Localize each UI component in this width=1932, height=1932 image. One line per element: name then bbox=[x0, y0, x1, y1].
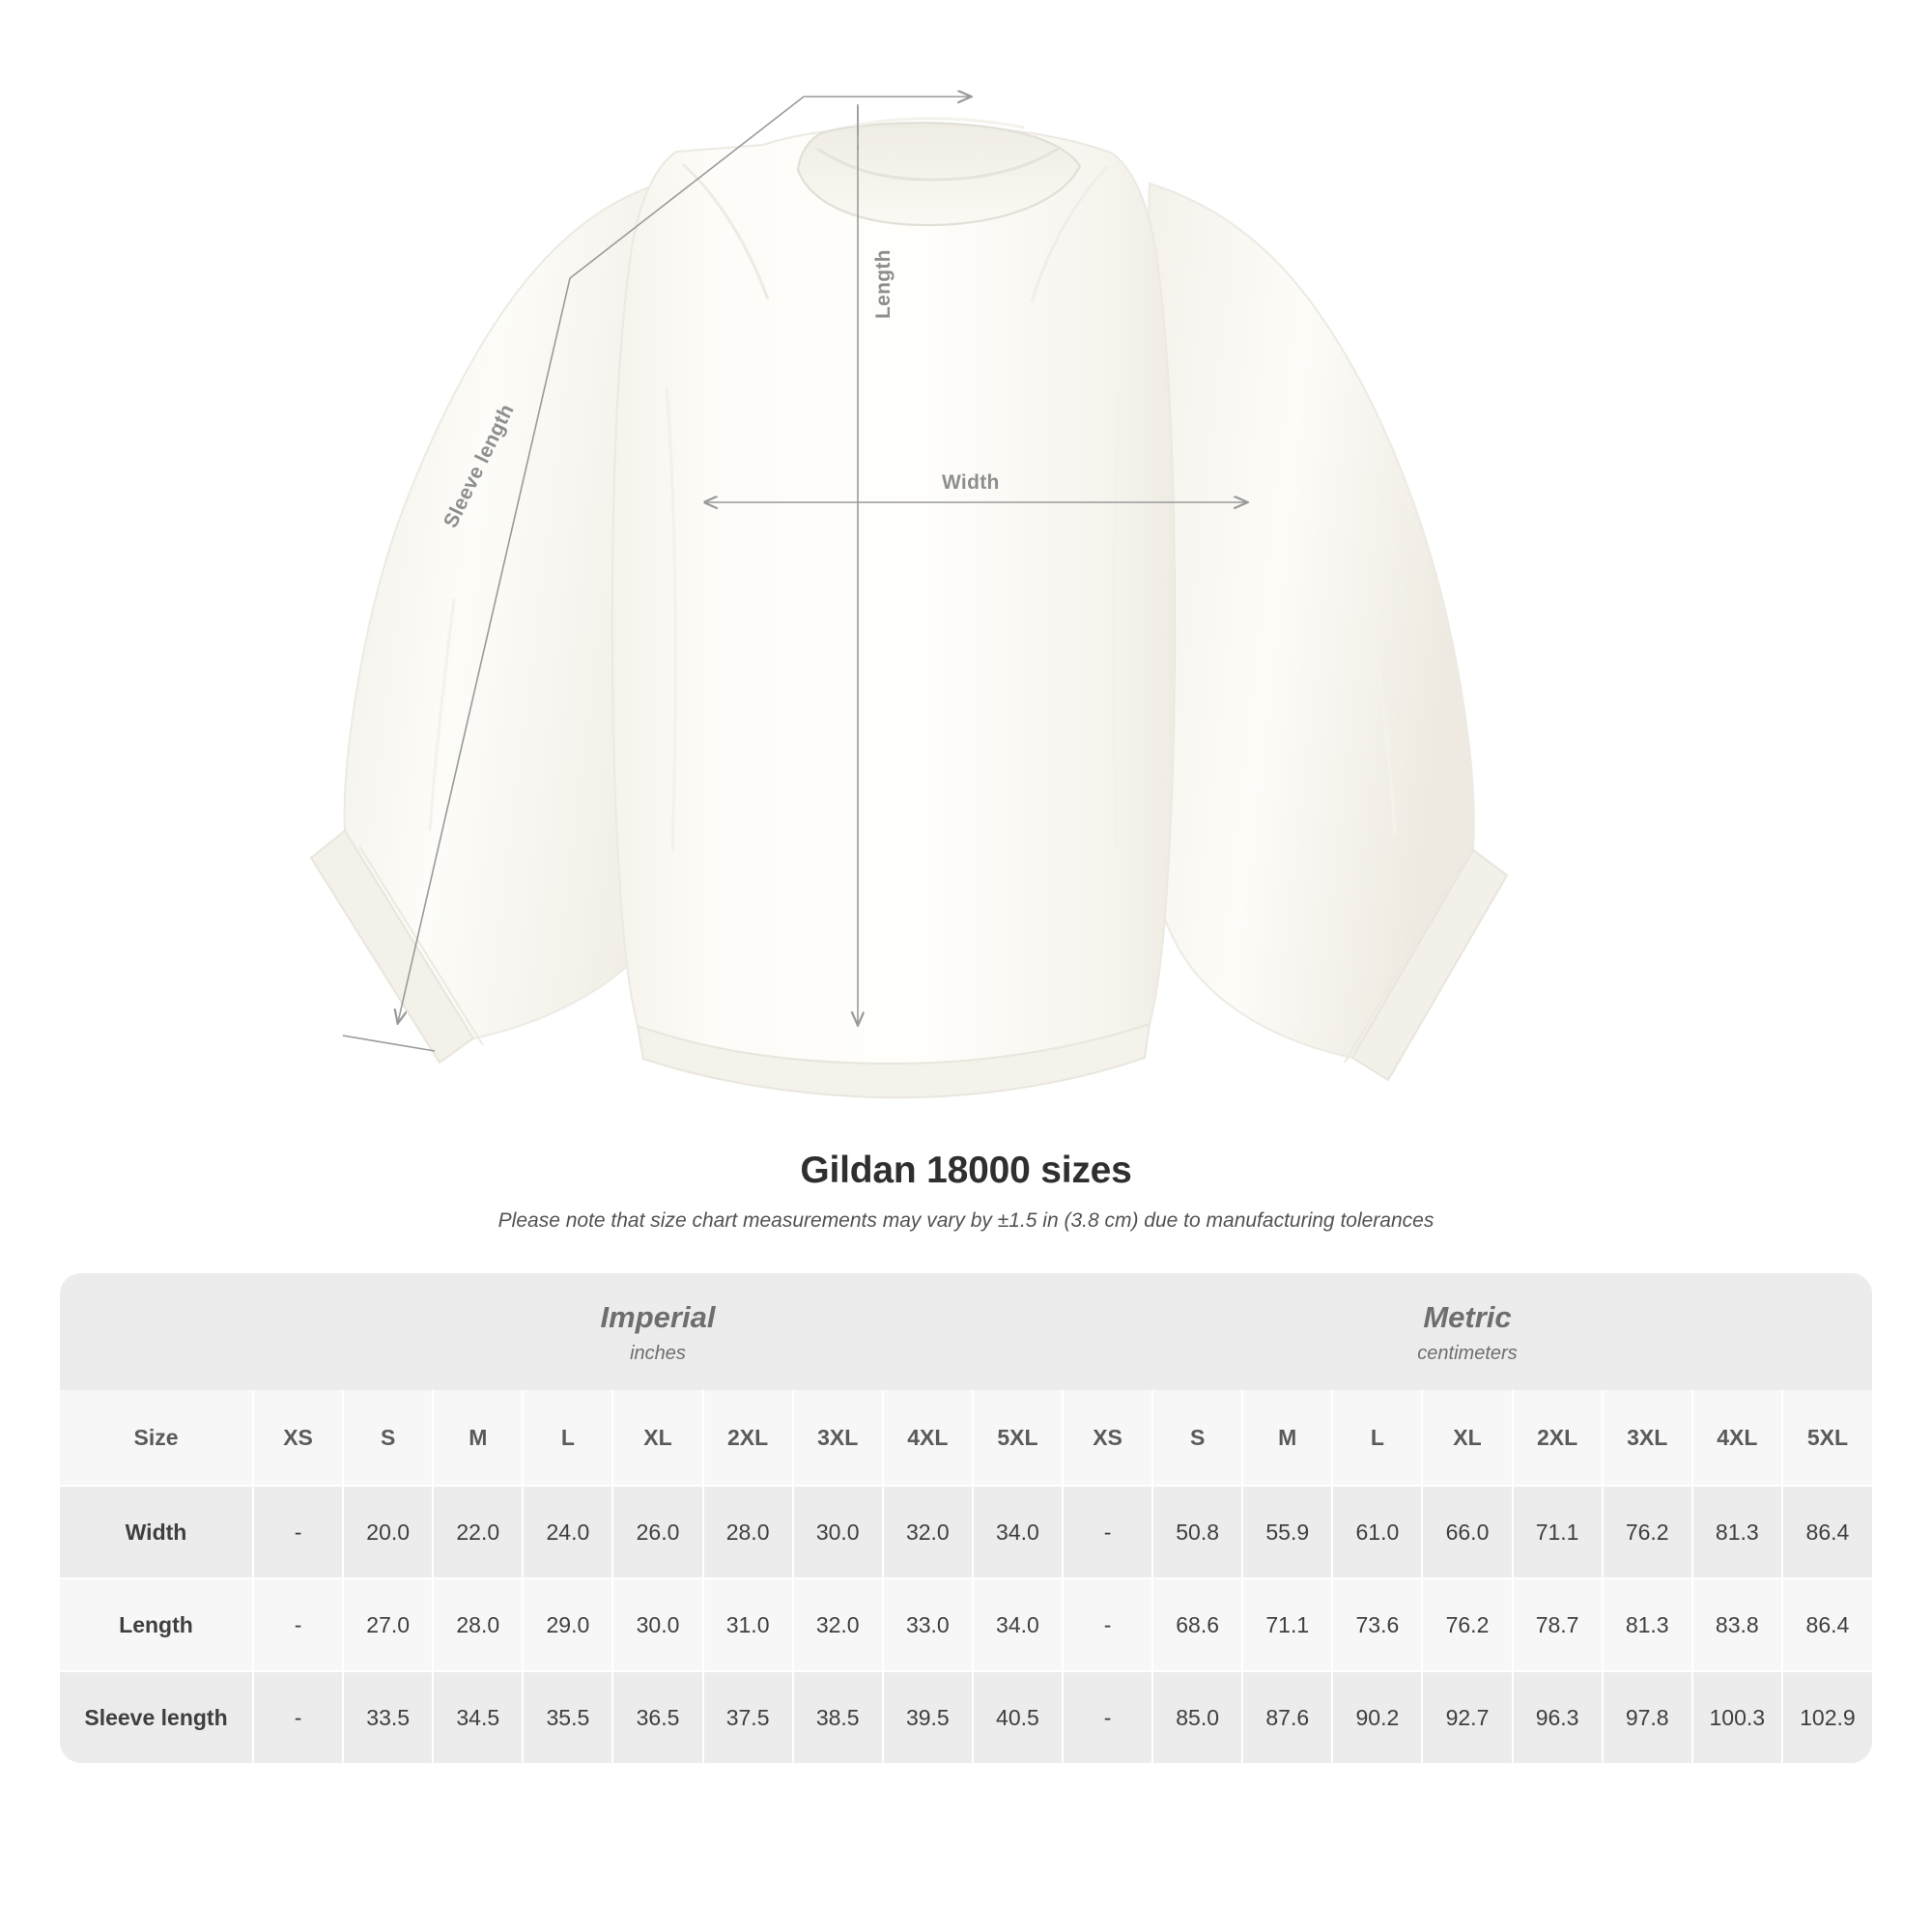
cell-sleeve-length-15: 97.8 bbox=[1603, 1671, 1692, 1763]
size-header-metric-s: S bbox=[1152, 1390, 1242, 1486]
cell-length-17: 86.4 bbox=[1782, 1578, 1872, 1671]
cell-width-14: 71.1 bbox=[1513, 1486, 1603, 1578]
table-row bbox=[60, 1578, 1872, 1671]
cell-length-15: 81.3 bbox=[1603, 1578, 1692, 1671]
size-header-imperial-4xl: 4XL bbox=[883, 1390, 973, 1486]
cell-sleeve-length-10: 85.0 bbox=[1152, 1671, 1242, 1763]
cell-length-14: 78.7 bbox=[1513, 1578, 1603, 1671]
cell-length-4: 30.0 bbox=[612, 1578, 702, 1671]
garment-illustration bbox=[311, 119, 1507, 1097]
cell-sleeve-length-5: 37.5 bbox=[703, 1671, 793, 1763]
size-header-metric-l: L bbox=[1332, 1390, 1422, 1486]
size-header-imperial-s: S bbox=[343, 1390, 433, 1486]
title-block bbox=[0, 1150, 1932, 1233]
unit-metric-sub: centimeters bbox=[1417, 1343, 1518, 1364]
sleeve-length-dimension-label: Sleeve length bbox=[440, 400, 519, 532]
cell-length-8: 34.0 bbox=[973, 1578, 1063, 1671]
cell-width-17: 86.4 bbox=[1782, 1486, 1872, 1578]
cell-length-6: 32.0 bbox=[793, 1578, 883, 1671]
cell-length-2: 28.0 bbox=[433, 1578, 523, 1671]
size-header-row bbox=[60, 1390, 1872, 1486]
page-title: Gildan 18000 sizes bbox=[800, 1150, 1132, 1191]
cell-width-13: 66.0 bbox=[1422, 1486, 1512, 1578]
cell-sleeve-length-9: - bbox=[1063, 1671, 1152, 1763]
size-header-imperial-3xl: 3XL bbox=[793, 1390, 883, 1486]
cell-sleeve-length-8: 40.5 bbox=[973, 1671, 1063, 1763]
cell-width-2: 22.0 bbox=[433, 1486, 523, 1578]
cell-width-8: 34.0 bbox=[973, 1486, 1063, 1578]
size-chart-table-wrapper bbox=[60, 1273, 1872, 1763]
size-header-imperial-l: L bbox=[523, 1390, 612, 1486]
cell-width-3: 24.0 bbox=[523, 1486, 612, 1578]
cell-sleeve-length-0: - bbox=[253, 1671, 343, 1763]
width-dimension-label: Width bbox=[942, 471, 1000, 494]
cell-sleeve-length-4: 36.5 bbox=[612, 1671, 702, 1763]
cell-length-11: 71.1 bbox=[1242, 1578, 1332, 1671]
tolerance-note: Please note that size chart measurements may vary by ±1.5 in (3.8 cm) due to manufacturing tolerances bbox=[497, 1209, 1435, 1232]
cell-width-16: 81.3 bbox=[1692, 1486, 1782, 1578]
cell-width-7: 32.0 bbox=[883, 1486, 973, 1578]
cell-length-0: - bbox=[253, 1578, 343, 1671]
size-chart-table bbox=[60, 1273, 1872, 1763]
size-header-metric-5xl: 5XL bbox=[1782, 1390, 1872, 1486]
cell-width-11: 55.9 bbox=[1242, 1486, 1332, 1578]
cell-length-12: 73.6 bbox=[1332, 1578, 1422, 1671]
row-label-sleeve-length: Sleeve length bbox=[60, 1671, 253, 1763]
size-header-metric-xl: XL bbox=[1422, 1390, 1512, 1486]
cell-length-13: 76.2 bbox=[1422, 1578, 1512, 1671]
size-header-imperial-2xl: 2XL bbox=[703, 1390, 793, 1486]
cell-width-1: 20.0 bbox=[343, 1486, 433, 1578]
size-header-metric-2xl: 2XL bbox=[1513, 1390, 1603, 1486]
cell-width-10: 50.8 bbox=[1152, 1486, 1242, 1578]
unit-metric-cell bbox=[1063, 1273, 1872, 1390]
size-header-imperial-xs: XS bbox=[253, 1390, 343, 1486]
size-header-metric-m: M bbox=[1242, 1390, 1332, 1486]
cell-sleeve-length-3: 35.5 bbox=[523, 1671, 612, 1763]
cell-sleeve-length-1: 33.5 bbox=[343, 1671, 433, 1763]
unit-imperial-sub: inches bbox=[630, 1343, 686, 1364]
cell-sleeve-length-17: 102.9 bbox=[1782, 1671, 1872, 1763]
length-dimension-label: Length bbox=[872, 249, 895, 319]
unit-spacer-cell bbox=[60, 1273, 253, 1390]
size-header-imperial-5xl: 5XL bbox=[973, 1390, 1063, 1486]
cell-length-10: 68.6 bbox=[1152, 1578, 1242, 1671]
cell-width-6: 30.0 bbox=[793, 1486, 883, 1578]
cell-length-3: 29.0 bbox=[523, 1578, 612, 1671]
cell-sleeve-length-16: 100.3 bbox=[1692, 1671, 1782, 1763]
cell-length-9: - bbox=[1063, 1578, 1152, 1671]
cell-sleeve-length-11: 87.6 bbox=[1242, 1671, 1332, 1763]
unit-imperial-cell bbox=[253, 1273, 1063, 1390]
cell-length-5: 31.0 bbox=[703, 1578, 793, 1671]
cell-sleeve-length-2: 34.5 bbox=[433, 1671, 523, 1763]
size-header-metric-4xl: 4XL bbox=[1692, 1390, 1782, 1486]
cell-width-4: 26.0 bbox=[612, 1486, 702, 1578]
cell-width-0: - bbox=[253, 1486, 343, 1578]
unit-header-row bbox=[60, 1273, 1872, 1390]
unit-metric-name: Metric bbox=[1423, 1300, 1512, 1334]
size-header-imperial-m: M bbox=[433, 1390, 523, 1486]
cell-length-1: 27.0 bbox=[343, 1578, 433, 1671]
cell-width-9: - bbox=[1063, 1486, 1152, 1578]
cell-sleeve-length-7: 39.5 bbox=[883, 1671, 973, 1763]
unit-imperial-name: Imperial bbox=[600, 1300, 716, 1334]
table-row bbox=[60, 1486, 1872, 1578]
cell-length-16: 83.8 bbox=[1692, 1578, 1782, 1671]
cell-sleeve-length-6: 38.5 bbox=[793, 1671, 883, 1763]
cell-width-12: 61.0 bbox=[1332, 1486, 1422, 1578]
cell-width-15: 76.2 bbox=[1603, 1486, 1692, 1578]
size-label-cell: Size bbox=[60, 1390, 253, 1486]
size-header-metric-xs: XS bbox=[1063, 1390, 1152, 1486]
row-label-length: Length bbox=[60, 1578, 253, 1671]
table-row bbox=[60, 1671, 1872, 1763]
cell-width-5: 28.0 bbox=[703, 1486, 793, 1578]
size-header-imperial-xl: XL bbox=[612, 1390, 702, 1486]
cell-sleeve-length-12: 90.2 bbox=[1332, 1671, 1422, 1763]
size-header-metric-3xl: 3XL bbox=[1603, 1390, 1692, 1486]
cell-sleeve-length-14: 96.3 bbox=[1513, 1671, 1603, 1763]
row-label-width: Width bbox=[60, 1486, 253, 1578]
cell-length-7: 33.0 bbox=[883, 1578, 973, 1671]
cell-sleeve-length-13: 92.7 bbox=[1422, 1671, 1512, 1763]
